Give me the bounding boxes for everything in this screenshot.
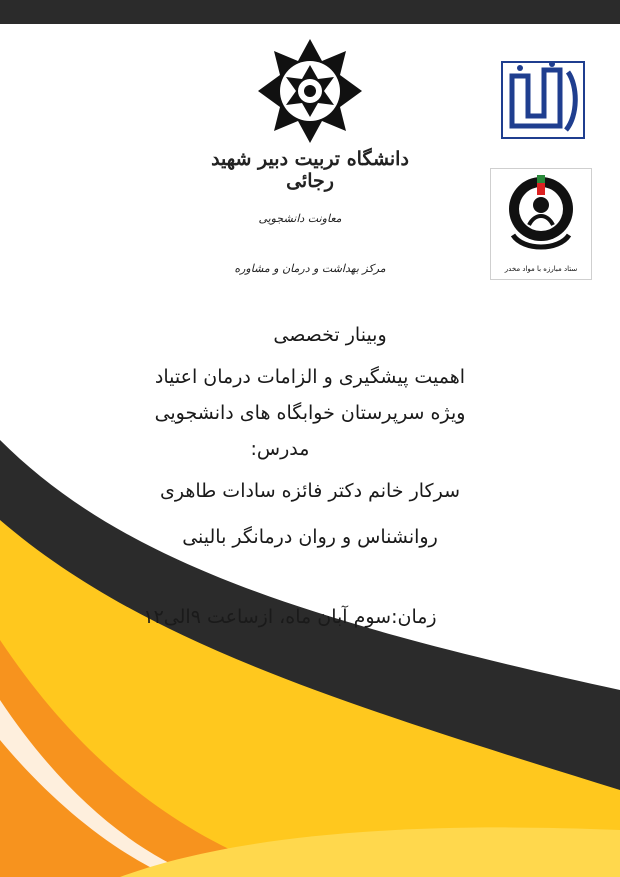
department-name: معاونت دانشجویی xyxy=(258,212,342,225)
student-affairs-logo-icon xyxy=(498,56,588,144)
teacher-name: سرکار خانم دکتر فائزه سادات طاهری xyxy=(159,480,461,502)
webinar-title-line2: ویژه سرپرستان خوابگاه های دانشجویی xyxy=(154,402,466,424)
teacher-label: مدرس: xyxy=(250,438,310,460)
anti-drug-headquarters-logo xyxy=(490,168,592,280)
university-emblem-icon xyxy=(240,36,380,146)
webinar-title-line1: اهمیت پیشگیری و الزامات درمان اعتیاد xyxy=(154,366,466,388)
center-name: مرکز بهداشت و درمان و مشاوره xyxy=(234,262,386,275)
teacher-title: روانشناس و روان درمانگر بالینی xyxy=(182,526,438,548)
webinar-type: وبینار تخصصی xyxy=(273,324,387,346)
university-name: دانشگاه تربیت دبیر شهید رجائی xyxy=(211,148,409,192)
webinar-schedule: زمان:سوم آبان ماه، ازساعت ۹الی۱۲ xyxy=(143,606,437,628)
anti-drug-caption: ستاد مبارزه با مواد مخدر xyxy=(504,265,578,273)
anti-drug-emblem-icon xyxy=(491,169,591,259)
